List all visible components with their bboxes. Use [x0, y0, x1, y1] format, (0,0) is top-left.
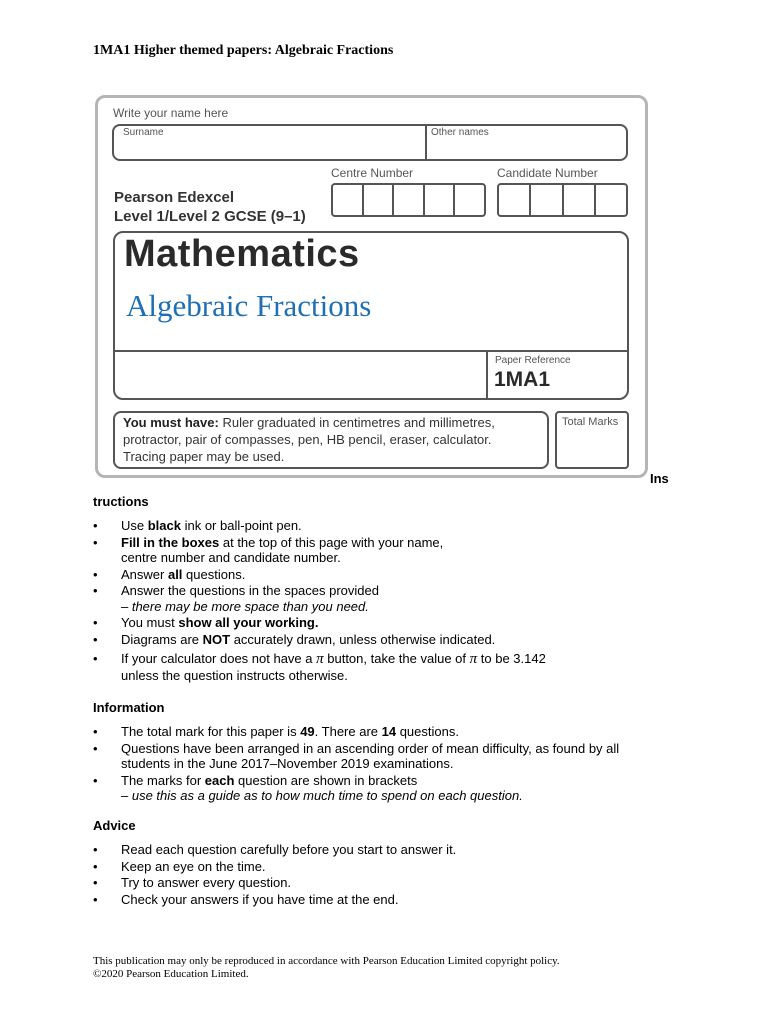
must-have-line1: Ruler graduated in centimetres and millimetres,	[218, 415, 495, 430]
centre-number-label: Centre Number	[331, 166, 414, 180]
centre-digit-box[interactable]	[425, 185, 456, 215]
list-item: • Diagrams are NOT accurately drawn, unless otherwise indicated.	[93, 632, 693, 648]
list-item: • Use black ink or ball-point pen.	[93, 518, 693, 534]
total-marks-label: Total Marks	[562, 416, 619, 428]
paper-reference-label: Paper Reference	[495, 355, 571, 366]
advice-heading: Advice	[93, 818, 136, 833]
copyright-line1: This publication may only be reproduced in accordance with Pearson Education Limited copyright policy.	[93, 955, 560, 967]
reference-divider	[486, 350, 488, 400]
list-item: • The total mark for this paper is 49. There are 14 questions.	[93, 724, 683, 740]
must-have-line2: protractor, pair of compasses, pen, HB pencil, eraser, calculator.	[123, 432, 492, 447]
exam-level: Level 1/Level 2 GCSE (9–1)	[114, 208, 306, 225]
list-item: • Check your answers if you have time at the end.	[93, 892, 693, 908]
information-heading: Information	[93, 700, 165, 715]
centre-digit-box[interactable]	[333, 185, 364, 215]
copyright-footer	[93, 955, 560, 981]
list-item: • You must show all your working.	[93, 615, 693, 631]
subject-divider	[113, 350, 629, 352]
name-divider	[425, 124, 427, 161]
must-have-text	[123, 414, 543, 465]
exam-board-block	[114, 188, 306, 226]
list-item: • If your calculator does not have a π button, take the value of π to be 3.142 unless the question instructs otherwise.	[93, 651, 693, 683]
topic-title: Algebraic Fractions	[126, 288, 372, 323]
exam-board-name: Pearson Edexcel	[114, 189, 235, 206]
centre-digit-box[interactable]	[394, 185, 425, 215]
information-list	[93, 724, 683, 805]
instructions-heading-part2: tructions	[93, 494, 149, 509]
candidate-digit-box[interactable]	[596, 185, 626, 215]
candidate-number-label: Candidate Number	[497, 166, 598, 180]
instructions-heading-part1: Ins	[650, 471, 669, 486]
candidate-digit-box[interactable]	[499, 185, 531, 215]
list-item: • Keep an eye on the time.	[93, 859, 693, 875]
candidate-digit-box[interactable]	[531, 185, 563, 215]
other-names-label: Other names	[431, 127, 489, 138]
surname-label: Surname	[123, 127, 164, 138]
document-header-title: 1MA1 Higher themed papers: Algebraic Fractions	[93, 43, 394, 58]
must-have-line3: Tracing paper may be used.	[123, 449, 285, 464]
subject-title: Mathematics	[124, 233, 360, 275]
centre-digit-box[interactable]	[455, 185, 484, 215]
list-item: • Read each question carefully before you start to answer it.	[93, 842, 693, 858]
list-item: • Try to answer every question.	[93, 875, 693, 891]
paper-reference-code: 1MA1	[494, 368, 551, 391]
list-item: • Answer all questions.	[93, 567, 693, 583]
surname-field[interactable]	[117, 140, 421, 158]
other-names-field[interactable]	[431, 140, 623, 158]
list-item: • Answer the questions in the spaces provided – there may be more space than you need.	[93, 583, 693, 614]
instructions-list	[93, 518, 693, 684]
list-item: • Questions have been arranged in an ascending order of mean difficulty, as found by all students in the June 2017–November 2019 examinations.	[93, 741, 683, 772]
candidate-number-boxes[interactable]	[497, 183, 628, 217]
advice-list	[93, 842, 693, 908]
centre-number-boxes[interactable]	[331, 183, 486, 217]
list-item: • The marks for each question are shown in brackets – use this as a guide as to how much time to spend on each question.	[93, 773, 683, 804]
must-have-label: You must have:	[123, 415, 219, 430]
candidate-digit-box[interactable]	[564, 185, 596, 215]
write-name-label: Write your name here	[113, 106, 229, 120]
list-item: • Fill in the boxes at the top of this page with your name, centre number and candidate number.	[93, 535, 693, 566]
centre-digit-box[interactable]	[364, 185, 395, 215]
copyright-line2: ©2020 Pearson Education Limited.	[93, 968, 249, 980]
